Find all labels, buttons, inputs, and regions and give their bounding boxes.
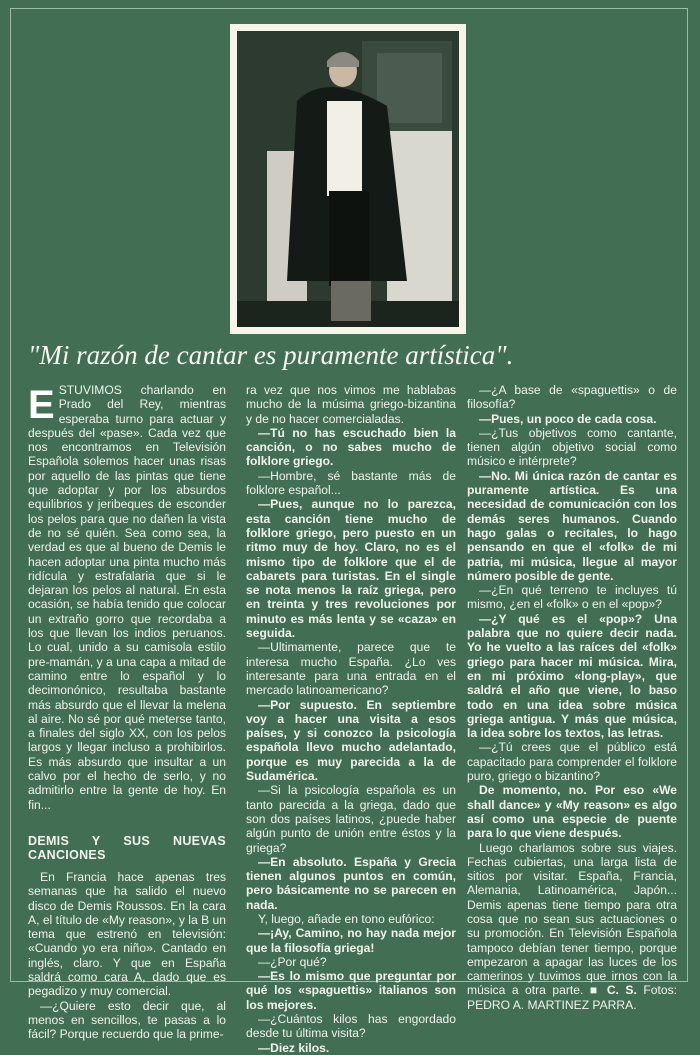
question-paragraph: —¿A base de «spaguettis» o de filosofía?	[467, 383, 677, 412]
paragraph: Y, luego, añade en tono eufórico:	[258, 911, 435, 926]
answer-paragraph: —Por supuesto. En septiembre voy a hacer una visita a esos países, y si conozco la psicología española llevo mucho adelantado, porque es muy parecida a la de Sudamérica.	[246, 697, 456, 784]
paragraph: En Francia hace apenas tres semanas que ha salido el nuevo disco de Demis Roussos. En la cara A, el título de «My reason», y la B un tema que estrenó en televisión: «Cuando yo era niño». Cantado en inglés, claro. Y que en España saldrá como cara A, dado que es pegadizo y muy comercial.	[28, 869, 226, 999]
article-column-3	[467, 383, 677, 1012]
answer-paragraph: —En absoluto. España y Grecia tienen algunos puntos en común, pero básicamente no se parecen en nada.	[246, 854, 456, 912]
headline: "Mi razón de cantar es puramente artística".	[28, 340, 514, 370]
article-photo	[230, 24, 466, 334]
answer-paragraph: —¡Ay, Camino, no hay nada mejor que la filosofía griega!	[246, 926, 456, 955]
question-paragraph: —Si la psicología española es un tanto parecida a la griega, dado que son dos países latinos, ¿puede haber algún punto de unión entre éstos y la griega?	[246, 783, 456, 855]
closing-paragraph	[467, 841, 677, 1013]
answer-paragraph: —Es lo mismo que preguntar por qué los «spaguettis» italianos son los mejores.	[246, 969, 456, 1012]
answer-paragraph: —No. Mi única razón de cantar es puramente artística. Es una necesidad de comunicación con los demás seres humanos. Cuando hago galas o recitales, lo hago pensando en que el «folk» de mi patria, mi música, llegue al mayor número posible de gente.	[467, 468, 677, 583]
article-column-2	[246, 383, 456, 1055]
article-column-1	[28, 383, 226, 1041]
paragraph: —¿Quiere esto decir que, al menos en sencillos, te pasas a lo fácil? Porque recuerdo que la prime-	[28, 998, 226, 1042]
question-paragraph: —¿Tus objetivos como cantante, tienen algún objetivo social como músico e intérprete?	[467, 425, 677, 469]
author-initials: ■ C. S.	[589, 983, 637, 998]
question-paragraph: —¿Por qué?	[258, 954, 327, 969]
answer-paragraph: De momento, no. Por eso «We shall dance» y «My reason» es algo así como una especie de puente para lo que viene después.	[467, 783, 677, 841]
section-subheading: DEMIS Y SUS NUEVAS CANCIONES	[28, 833, 226, 862]
answer-paragraph: —Pues, aunque no lo parezca, esta canción tiene mucho de folklore griego, pero puesto en un ritmo muy de hoy. Claro, no es el mismo tipo de folklore que el de cabarets para turistas. En el single se nota menos la raíz griega, pero en treinta y tres revoluciones por minuto es más lenta y se «caza» en seguida.	[246, 497, 456, 641]
intro-text: STUVIMOS charlando en Prado del Rey, mientras esperaba turno para actuar y después del «pase». Cada vez que nos encontramos en Televisión Española solemos hacer unas risas por aquello de las pintas que tiene que adoptar y por los absurdos equilibrios y jeribeques de esconder los pelos para que no dañen la vista de no sé quién. Sea como sea, la verdad es que al bueno de Demis le hacen adoptar una pinta mucho más ridícula y estrafalaria que si le dejaran los pelos al natural. En esta ocasión, se había tenido que colocar un extraño gorro que recordaba a los que llevan los indios peruanos. Lo cual, unido a su camisola estilo pre-mamán, y a una capa a mitad de camino entre lo español y lo decimonónico, resultaba bastante más absurdo que el llevar la melena al aire. No sé por qué meterse tanto, a finales del siglo XX, con los pelos largos y llegar incluso a prohibirlos. Es más absurdo que insultar a un calvo por el hecho de serlo, y no admitirlo entre la gente de hoy. En fin...	[28, 383, 226, 812]
intro-paragraph	[28, 383, 226, 812]
question-paragraph: —Hombre, sé bastante más de folklore español...	[246, 468, 456, 498]
drop-cap: E	[28, 383, 55, 427]
answer-paragraph: —¿Y qué es el «pop»? Una palabra que no quiere decir nada. Yo he vuelto a las raíces del «folk» griego para hacer mi música. Mira, en mi próximo «long-play», que saldrá el año que viene, lo baso todo en una idea sobre música griega antigua. Y más que música, la idea sobre los textos, las letras.	[467, 611, 677, 741]
question-paragraph: —Ultimamente, parece que te interesa mucho España. ¿Lo ves interesante para una entrada en el mercado latinoamericano?	[246, 640, 456, 698]
question-paragraph: —¿En qué terreno te incluyes tú mismo, ¿en el «folk» o en el «pop»?	[467, 583, 677, 612]
photo-credit: Fotos: PEDRO A. MARTINEZ PARRA.	[467, 983, 677, 1012]
closing-text: Luego charlamos sobre sus viajes. Fechas cubiertas, una larga lista de sitios por visitar. España, Francia, Alemania, Latinoamérica, Japón... Demis apenas tiene tiempo para otra cosa que no sean sus actuaciones o su promoción. En Televisión Española tampoco debían tener tiempo, porque empezaron a apagar las luces de los camerinos y tuvimos que irnos con la música a otra parte.	[467, 840, 677, 998]
answer-paragraph: —Tú no has escuchado bien la canción, o no sabes mucho de folklore griego.	[246, 425, 456, 469]
answer-paragraph: —Diez kilos.	[258, 1040, 330, 1055]
answer-paragraph: —Pues, un poco de cada cosa.	[479, 411, 657, 426]
question-paragraph: —¿Cuántos kilos has engordado desde tu última visita?	[246, 1012, 456, 1041]
singer-photo-illustration	[237, 31, 459, 327]
paragraph: ra vez que nos vimos me hablabas mucho de la músima griego-bizantina y de no hacer comercialadas.	[246, 383, 456, 426]
question-paragraph: —¿Tú crees que el público está capacitado para comprender el folklore puro, griego o bizantino?	[467, 740, 677, 784]
